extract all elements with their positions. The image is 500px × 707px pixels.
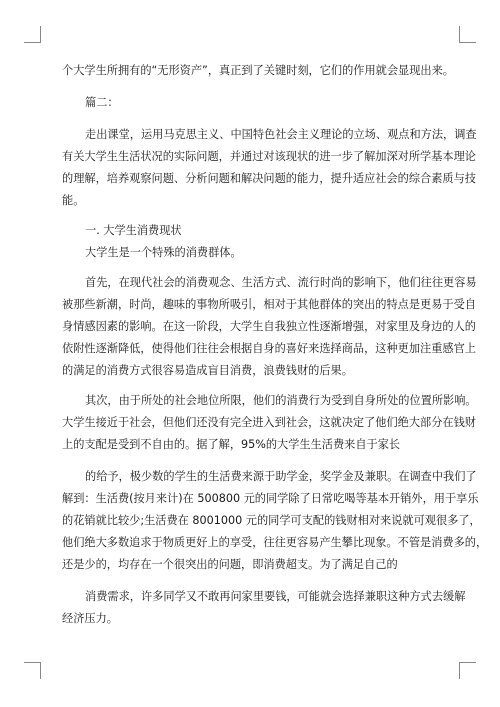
subheading: 一. 大学生消费现状 bbox=[85, 224, 182, 237]
paragraph-line: 的理解，培养观察问题、分析问题和解决问题的能力，提升适应社会的综合素质与技 bbox=[62, 172, 476, 185]
paragraph-line: 首先，在现代社会的消费观念、生活方式、流行时尚的影响下，他们往往更容易 bbox=[85, 276, 477, 289]
crop-mark-bottom-right bbox=[459, 662, 476, 679]
paragraph-line: 大学生接近于社会，但他们还没有完全进入到社会，这就决定了他们绝大部分在钱财 bbox=[62, 416, 476, 429]
paragraph-line: 的花销就比较少;生活费在 8001000 元的同学可支配的钱财相对来说就可观很多了， bbox=[62, 514, 481, 527]
paragraph-line: 他们绝大多数追求于物质更好上的享受，往往更容易产生攀比现象。不管是消费多的， bbox=[62, 536, 488, 549]
paragraph-line: 有关大学生生活状况的实际问题，并通过对该现状的进一步了解加深对所学基本理论 bbox=[62, 150, 476, 163]
paragraph-line: 依附性逐渐降低，使得他们往往会根据自身的喜好来选择商品，这种更加注重感官上 bbox=[62, 342, 476, 355]
section-heading: 篇二： bbox=[85, 96, 119, 109]
paragraph-line: 其次，由于所处的社会地位所限，他们的消费行为受到自身所处的位置所影响。 bbox=[85, 394, 477, 407]
crop-mark-top-left bbox=[24, 26, 41, 43]
paragraph-line: 被那些新潮，时尚，趣味的事物所吸引，相对于其他群体的突出的特点是更易于受自 bbox=[62, 298, 476, 311]
crop-mark-top-right bbox=[459, 26, 476, 43]
paragraph-line: 解到：生活费(按月来计)在 500800 元的同学除了日常吃喝等基本开销外，用于享乐 bbox=[62, 492, 479, 505]
paragraph-line: 身情感因素的影响。在这一阶段，大学生自我独立性逐渐增强，对家里及身边的人的 bbox=[62, 320, 476, 333]
paragraph-line: 能。 bbox=[62, 194, 85, 207]
paragraph-line: 的满足的消费方式很容易造成盲目消费，浪费钱财的后果。 bbox=[62, 364, 353, 377]
paragraph-line: 经济压力。 bbox=[62, 612, 118, 625]
paragraph-line: 还是少的，均存在一个很突出的问题，即消费超支。为了满足自己的 bbox=[62, 558, 398, 571]
paragraph-line: 的给予，极少数的学生的生活费来源于助学金，奖学金及兼职。在调查中我们了 bbox=[85, 470, 477, 483]
crop-mark-bottom-left bbox=[24, 662, 41, 679]
paragraph-line: 个大学生所拥有的“无形资产”，真正到了关键时刻，它们的作用就会显现出来。 bbox=[62, 64, 454, 77]
paragraph-line: 走出课堂，运用马克思主义、中国特色社会主义理论的立场、观点和方法，调查 bbox=[85, 128, 477, 141]
paragraph-line: 消费需求，许多同学又不敢再问家里要钱，可能就会选择兼职这种方式去缓解 bbox=[85, 590, 466, 603]
paragraph-line: 上的支配是受到不自由的。据了解，95%的大学生生活费来自于家长 bbox=[62, 438, 401, 451]
paragraph-line: 大学生是一个特殊的消费群体。 bbox=[85, 246, 242, 259]
